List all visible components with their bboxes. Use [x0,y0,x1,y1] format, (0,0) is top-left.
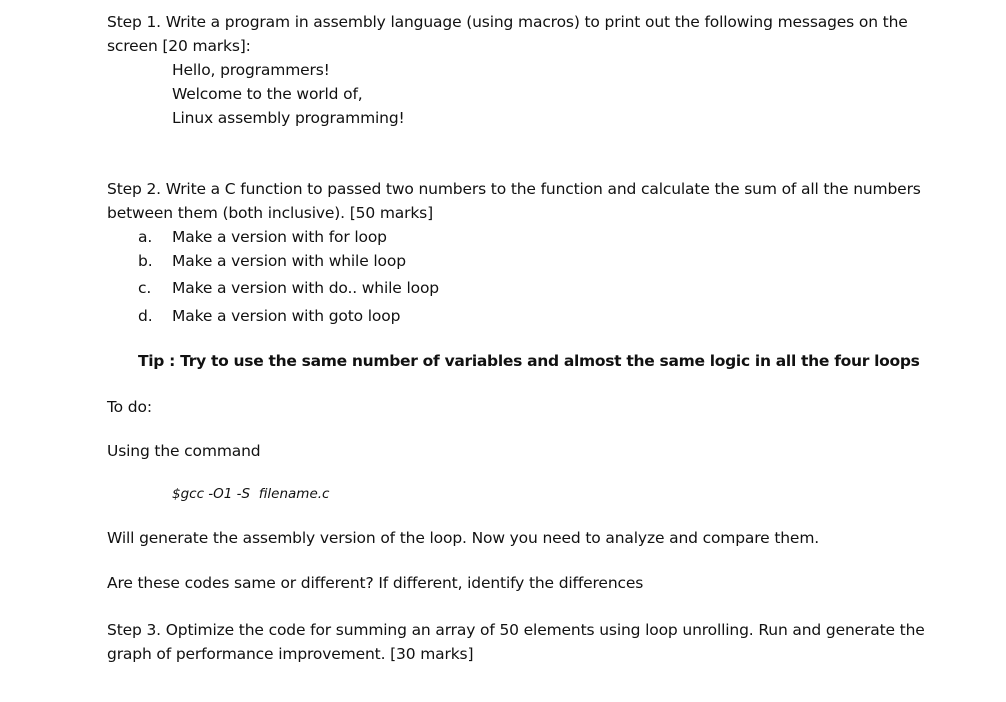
list-item-text: Make a version with goto loop [172,307,401,325]
list-marker: d. [138,307,153,325]
todo-line-2: Are these codes same or different? If different, identify the differences [107,574,644,592]
todo-line-1: Will generate the assembly version of the loop. Now you need to analyze and compare them. [107,529,820,547]
step3-paragraph: Step 3. Optimize the code for summing an array of 50 elements using loop unrolling. Run and generate the graph of performance improvement. [30 marks] [107,621,925,663]
step2-list-item-b [138,249,406,273]
list-item-text: Make a version with while loop [172,252,406,270]
list-marker: a. [138,228,153,246]
step1-message-1: Hello, programmers! [172,61,330,79]
list-marker: c. [138,279,152,297]
step1-message-3: Linux assembly programming! [172,109,405,127]
step2-list-item-c [138,276,439,300]
list-item-text: Make a version with do.. while loop [172,279,439,297]
tip-text: Tip : Try to use the same number of variables and almost the same logic in all the four loops [138,352,920,370]
step2-list-item-a [138,225,387,249]
gcc-command: $gcc -O1 -S filename.c [172,486,330,502]
step2-paragraph: Step 2. Write a C function to passed two numbers to the function and calculate the sum of all the numbers between them (both inclusive). [50 marks] [107,180,921,222]
step1-paragraph: Step 1. Write a program in assembly language (using macros) to print out the following messages on the screen [20 marks]: [107,13,908,55]
step1-message-2: Welcome to the world of, [172,85,363,103]
list-marker: b. [138,252,153,270]
step2-list-item-d [138,304,400,328]
todo-heading: To do: [107,398,152,416]
todo-intro: Using the command [107,442,261,460]
list-item-text: Make a version with for loop [172,228,387,246]
